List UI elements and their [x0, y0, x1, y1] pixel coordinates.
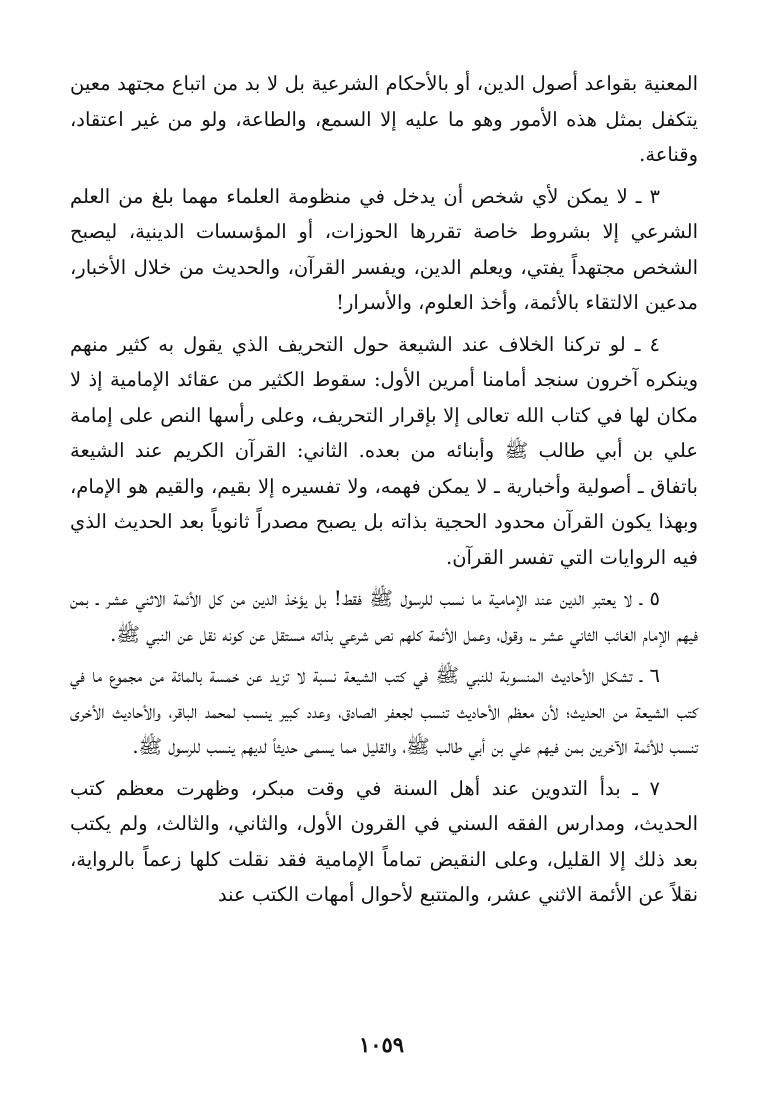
page-number: ١٠٥٩ — [358, 1032, 405, 1057]
page-body — [70, 66, 698, 919]
paragraph-point-5: ٥ ـ لا يعتبر الدين عند الإمامية ما نسب للرسول ﷺ فقط! بل يؤخذ الدين من كل الأئمة الاثني عشر ـ بمن فيهم الإمام الغائب الثاني عشر ـ، وقول، وعمل الأئمة كلهم نص شرعي بذاته مستقل عن كونه نقل عن النبي ﷺ. — [70, 587, 698, 646]
paragraph-point-6: ٦ ـ تشكل الأحاديث المنسوبة للنبي ﷺ في كتب الشيعة نسبة لا تزيد عن خمسة بالمائة من مجموع ما في كتب الشيعة من الحديث؛ لأن معظم الأحاديث تنسب لجعفر الصادق، وعدد كبير ينسب لمحمد الباقر، والأحاديث الأخرى تنسب للأئمة الآخرين بمن فيهم علي بن أبي طالب ﷺ، والقليل مما يسمى حديثاً لديهم ينسب للرسول ﷺ. — [70, 664, 698, 758]
paragraph-point-7: ٧ ـ بدأ التدوين عند أهل السنة في وقت مبكر، وظهرت معظم كتب الحديث، ومدارس الفقه السني في القرون الأول، والثاني، والثالث، ولم يكتب بعد ذلك إلا القليل، وعلى النقيض تماماً الإمامية فقد نقلت كلها زعماً بالرواية، نقلاً عن الأئمة الاثني عشر، والمتتبع لأحوال أمهات الكتب عند — [70, 776, 698, 906]
paragraph-point-4: ٤ ـ لو تركنا الخلاف عند الشيعة حول التحريف الذي يقول به كثير منهم وينكره آخرون سنجد أمامنا أمرين الأول: سقوط الكثير من عقائد الإمامية إذ لا مكان لها في كتاب الله تعالى إلا بإقرار التحريف، وعلى رأسها النص على إمامة علي بن أبي طالب ﷺ وأبنائه من بعده. الثاني: القرآن الكريم عند الشيعة باتفاق ـ أصولية وأخبارية ـ لا يمكن فهمه، ولا تفسيره إلا بقيم، والقيم هو الإمام، وبهذا يكون القرآن محدود الحجية بذاته بل يصبح مصدراً ثانوياً بعد الحديث الذي فيه الروايات التي تفسر القرآن. — [70, 332, 698, 569]
paragraph-continuation: المعنية بقواعد أصول الدين، أو بالأحكام الشرعية بل لا بد من اتباع مجتهد معين يتكفل بمثل هذه الأمور وهو ما عليه إلا السمع، والطاعة، ولو من غير اعتقاد، وقناعة. — [70, 72, 698, 166]
paragraph-point-3: ٣ ـ لا يمكن لأي شخص أن يدخل في منظومة العلماء مهما بلغ من العلم الشرعي إلا بشروط خاصة تقررها الحوزات، أو المؤسسات الدينية، ليصبح الشخص مجتهداً يفتي، ويعلم الدين، ويفسر القرآن، والحديث من خلال الأخبار، مدعين الالتقاء بالأئمة، وأخذ العلوم، والأسرار! — [70, 184, 698, 314]
